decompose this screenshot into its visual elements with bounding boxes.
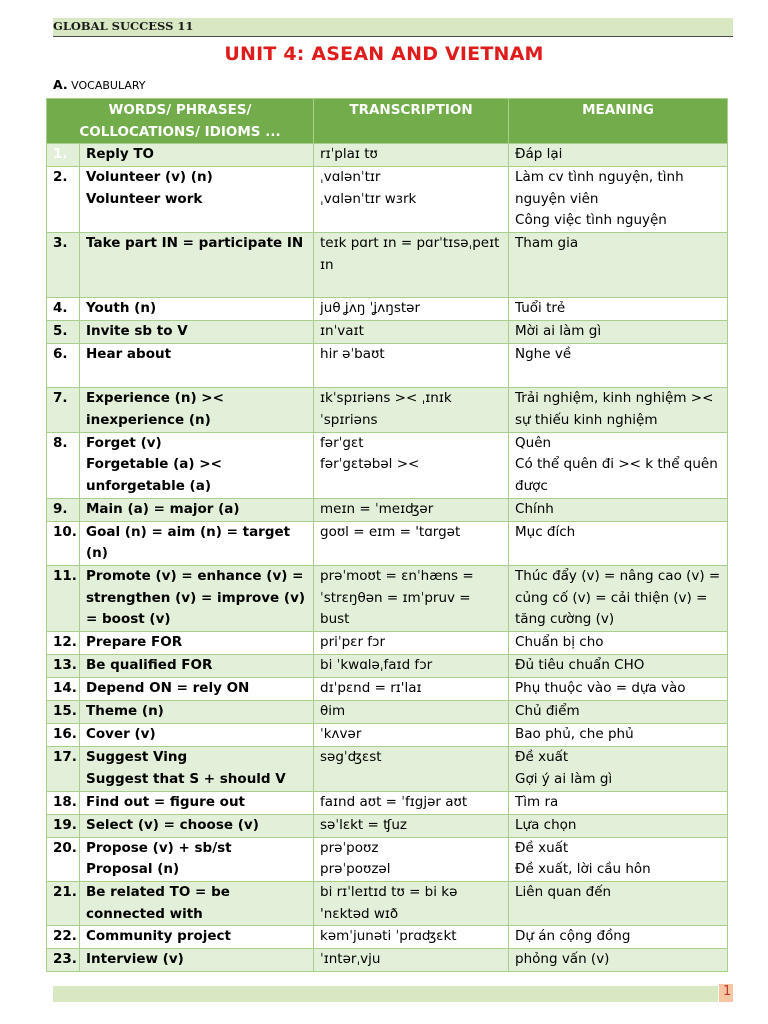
row-meaning: Dự án cộng đồng bbox=[509, 926, 728, 949]
row-word: Take part IN = participate IN bbox=[80, 233, 314, 298]
row-word: Promote (v) = enhance (v) = strengthen (v) = improve (v) = boost (v) bbox=[80, 566, 314, 632]
row-word: Be qualified FOR bbox=[80, 655, 314, 678]
row-transcription: teɪk pɑrt ɪn = pɑrˈtɪsəˌpeɪt ɪn bbox=[314, 233, 509, 298]
row-number: 6. bbox=[47, 344, 80, 388]
row-meaning: Mời ai làm gì bbox=[509, 321, 728, 344]
table-row bbox=[47, 724, 728, 747]
table-row bbox=[47, 233, 728, 298]
section-heading bbox=[53, 77, 146, 92]
row-number: 8. bbox=[47, 432, 80, 498]
row-number: 2. bbox=[47, 167, 80, 233]
row-meaning: Trải nghiệm, kinh nghiệm >< sự thiếu kinh nghiệm bbox=[509, 388, 728, 432]
table-row bbox=[47, 881, 728, 925]
row-word: Depend ON = rely ON bbox=[80, 678, 314, 701]
row-meaning: Tìm ra bbox=[509, 791, 728, 814]
row-word: Propose (v) + sb/st Proposal (n) bbox=[80, 837, 314, 881]
row-word: Interview (v) bbox=[80, 949, 314, 972]
table-header-row bbox=[47, 99, 728, 144]
table-row bbox=[47, 949, 728, 972]
page-title: UNIT 4: ASEAN AND VIETNAM bbox=[224, 43, 544, 65]
table-row bbox=[47, 791, 728, 814]
row-transcription: bi rɪˈleɪtɪd tʊ = bi kə 'nɛktəd wɪð bbox=[314, 881, 509, 925]
row-meaning: Liên quan đến bbox=[509, 881, 728, 925]
row-word: Select (v) = choose (v) bbox=[80, 814, 314, 837]
row-number: 13. bbox=[47, 655, 80, 678]
row-word: Main (a) = major (a) bbox=[80, 498, 314, 521]
row-word: Cover (v) bbox=[80, 724, 314, 747]
row-word: Community project bbox=[80, 926, 314, 949]
row-transcription: dɪˈpɛnd = rɪ'laɪ bbox=[314, 678, 509, 701]
row-number: 9. bbox=[47, 498, 80, 521]
table-row bbox=[47, 521, 728, 565]
row-word: Reply TO bbox=[80, 144, 314, 167]
row-meaning: Chuẩn bị cho bbox=[509, 632, 728, 655]
table-row bbox=[47, 298, 728, 321]
row-word: Experience (n) >< inexperience (n) bbox=[80, 388, 314, 432]
header-text: GLOBAL SUCCESS 11 bbox=[53, 19, 194, 33]
row-meaning: phỏng vấn (v) bbox=[509, 949, 728, 972]
row-transcription: ɪkˈspɪriəns >< ˌɪnɪk ˈspɪriəns bbox=[314, 388, 509, 432]
row-number: 17. bbox=[47, 747, 80, 791]
table-row bbox=[47, 344, 728, 388]
row-transcription: ˈkʌvər bbox=[314, 724, 509, 747]
row-word: Theme (n) bbox=[80, 701, 314, 724]
vocabulary-table bbox=[46, 98, 728, 972]
table-row bbox=[47, 926, 728, 949]
row-number: 14. bbox=[47, 678, 80, 701]
row-word: Forget (v) Forgetable (a) >< unforgetable (a) bbox=[80, 432, 314, 498]
page-number: 1 bbox=[723, 984, 732, 999]
row-transcription: θim bbox=[314, 701, 509, 724]
row-transcription: priˈpɛr fɔr bbox=[314, 632, 509, 655]
table-row bbox=[47, 566, 728, 632]
row-transcription: ˈɪntərˌvju bbox=[314, 949, 509, 972]
row-number: 11. bbox=[47, 566, 80, 632]
table-row bbox=[47, 321, 728, 344]
row-meaning: Làm cv tình nguyện, tình nguyện viên Công việc tình nguyện bbox=[509, 167, 728, 233]
row-word: Goal (n) = aim (n) = target (n) bbox=[80, 521, 314, 565]
row-word: Be related TO = be connected with bbox=[80, 881, 314, 925]
row-number: 10. bbox=[47, 521, 80, 565]
row-word: Youth (n) bbox=[80, 298, 314, 321]
header-transcription: TRANSCRIPTION bbox=[314, 99, 509, 144]
row-number: 4. bbox=[47, 298, 80, 321]
table-row bbox=[47, 432, 728, 498]
row-transcription: rɪˈplaɪ tʊ bbox=[314, 144, 509, 167]
row-transcription: səgˈʤɛst bbox=[314, 747, 509, 791]
header-bar bbox=[53, 18, 733, 37]
row-word: Suggest Ving Suggest that S + should V bbox=[80, 747, 314, 791]
row-meaning: Đáp lại bbox=[509, 144, 728, 167]
table-row bbox=[47, 655, 728, 678]
row-number: 23. bbox=[47, 949, 80, 972]
row-meaning: Tuổi trẻ bbox=[509, 298, 728, 321]
row-word: Hear about bbox=[80, 344, 314, 388]
table-row bbox=[47, 144, 728, 167]
table-row bbox=[47, 388, 728, 432]
header-words: WORDS/ PHRASES/ COLLOCATIONS/ IDIOMS ... bbox=[47, 99, 314, 144]
footer-bar bbox=[53, 986, 718, 1002]
table-row bbox=[47, 814, 728, 837]
row-number: 16. bbox=[47, 724, 80, 747]
row-number: 12. bbox=[47, 632, 80, 655]
row-transcription: juθ ʝʌŋ ˈʝʌŋstər bbox=[314, 298, 509, 321]
row-meaning: Mục đích bbox=[509, 521, 728, 565]
row-number: 21. bbox=[47, 881, 80, 925]
row-transcription: kəmˈjunəti ˈprɑʤɛkt bbox=[314, 926, 509, 949]
table-row bbox=[47, 837, 728, 881]
row-number: 3. bbox=[47, 233, 80, 298]
row-number: 1. bbox=[47, 144, 80, 167]
row-meaning: Lựa chọn bbox=[509, 814, 728, 837]
row-meaning: Nghe về bbox=[509, 344, 728, 388]
row-meaning: Đủ tiêu chuẩn CHO bbox=[509, 655, 728, 678]
row-meaning: Tham gia bbox=[509, 233, 728, 298]
section-label: VOCABULARY bbox=[71, 79, 146, 92]
row-transcription: fərˈgɛt fərˈgɛtəbəl >< bbox=[314, 432, 509, 498]
row-meaning: Phụ thuộc vào = dựa vào bbox=[509, 678, 728, 701]
row-transcription: ɪnˈvaɪt bbox=[314, 321, 509, 344]
row-meaning: Bao phủ, che phủ bbox=[509, 724, 728, 747]
table-row bbox=[47, 678, 728, 701]
header-meaning: MEANING bbox=[509, 99, 728, 144]
row-meaning: Đề xuất Gợi ý ai làm gì bbox=[509, 747, 728, 791]
row-word: Find out = figure out bbox=[80, 791, 314, 814]
row-transcription: bi ˈkwɑləˌfaɪd fɔr bbox=[314, 655, 509, 678]
table-row bbox=[47, 632, 728, 655]
row-transcription: faɪnd aʊt = ˈfɪgjər aʊt bbox=[314, 791, 509, 814]
row-transcription: hir əˈbaʊt bbox=[314, 344, 509, 388]
row-transcription: səˈlɛkt = ʧuz bbox=[314, 814, 509, 837]
table-row bbox=[47, 701, 728, 724]
row-number: 19. bbox=[47, 814, 80, 837]
row-number: 20. bbox=[47, 837, 80, 881]
row-number: 5. bbox=[47, 321, 80, 344]
row-meaning: Thúc đẩy (v) = nâng cao (v) = củng cố (v) = cải thiện (v) = tăng cường (v) bbox=[509, 566, 728, 632]
row-meaning: Đề xuất Đề xuất, lời cầu hôn bbox=[509, 837, 728, 881]
row-meaning: Chủ điểm bbox=[509, 701, 728, 724]
row-number: 22. bbox=[47, 926, 80, 949]
row-word: Volunteer (v) (n) Volunteer work bbox=[80, 167, 314, 233]
table-row bbox=[47, 498, 728, 521]
row-transcription: prəˈpoʊz prəˈpoʊzəl bbox=[314, 837, 509, 881]
table-row bbox=[47, 167, 728, 233]
row-number: 15. bbox=[47, 701, 80, 724]
row-word: Invite sb to V bbox=[80, 321, 314, 344]
row-transcription: ˌvɑlənˈtɪr ˌvɑlənˈtɪr wɜrk bbox=[314, 167, 509, 233]
row-transcription: goʊl = eɪm = 'tɑrgət bbox=[314, 521, 509, 565]
row-transcription: prəˈmoʊt = ɛnˈhæns = ˈstrɛŋθən = ɪmˈpruv = bust bbox=[314, 566, 509, 632]
table-row bbox=[47, 747, 728, 791]
row-meaning: Quên Có thể quên đi >< k thể quên được bbox=[509, 432, 728, 498]
section-letter: A. bbox=[53, 77, 68, 92]
row-number: 18. bbox=[47, 791, 80, 814]
row-word: Prepare FOR bbox=[80, 632, 314, 655]
row-transcription: meɪn = ˈmeɪʤər bbox=[314, 498, 509, 521]
row-meaning: Chính bbox=[509, 498, 728, 521]
row-number: 7. bbox=[47, 388, 80, 432]
